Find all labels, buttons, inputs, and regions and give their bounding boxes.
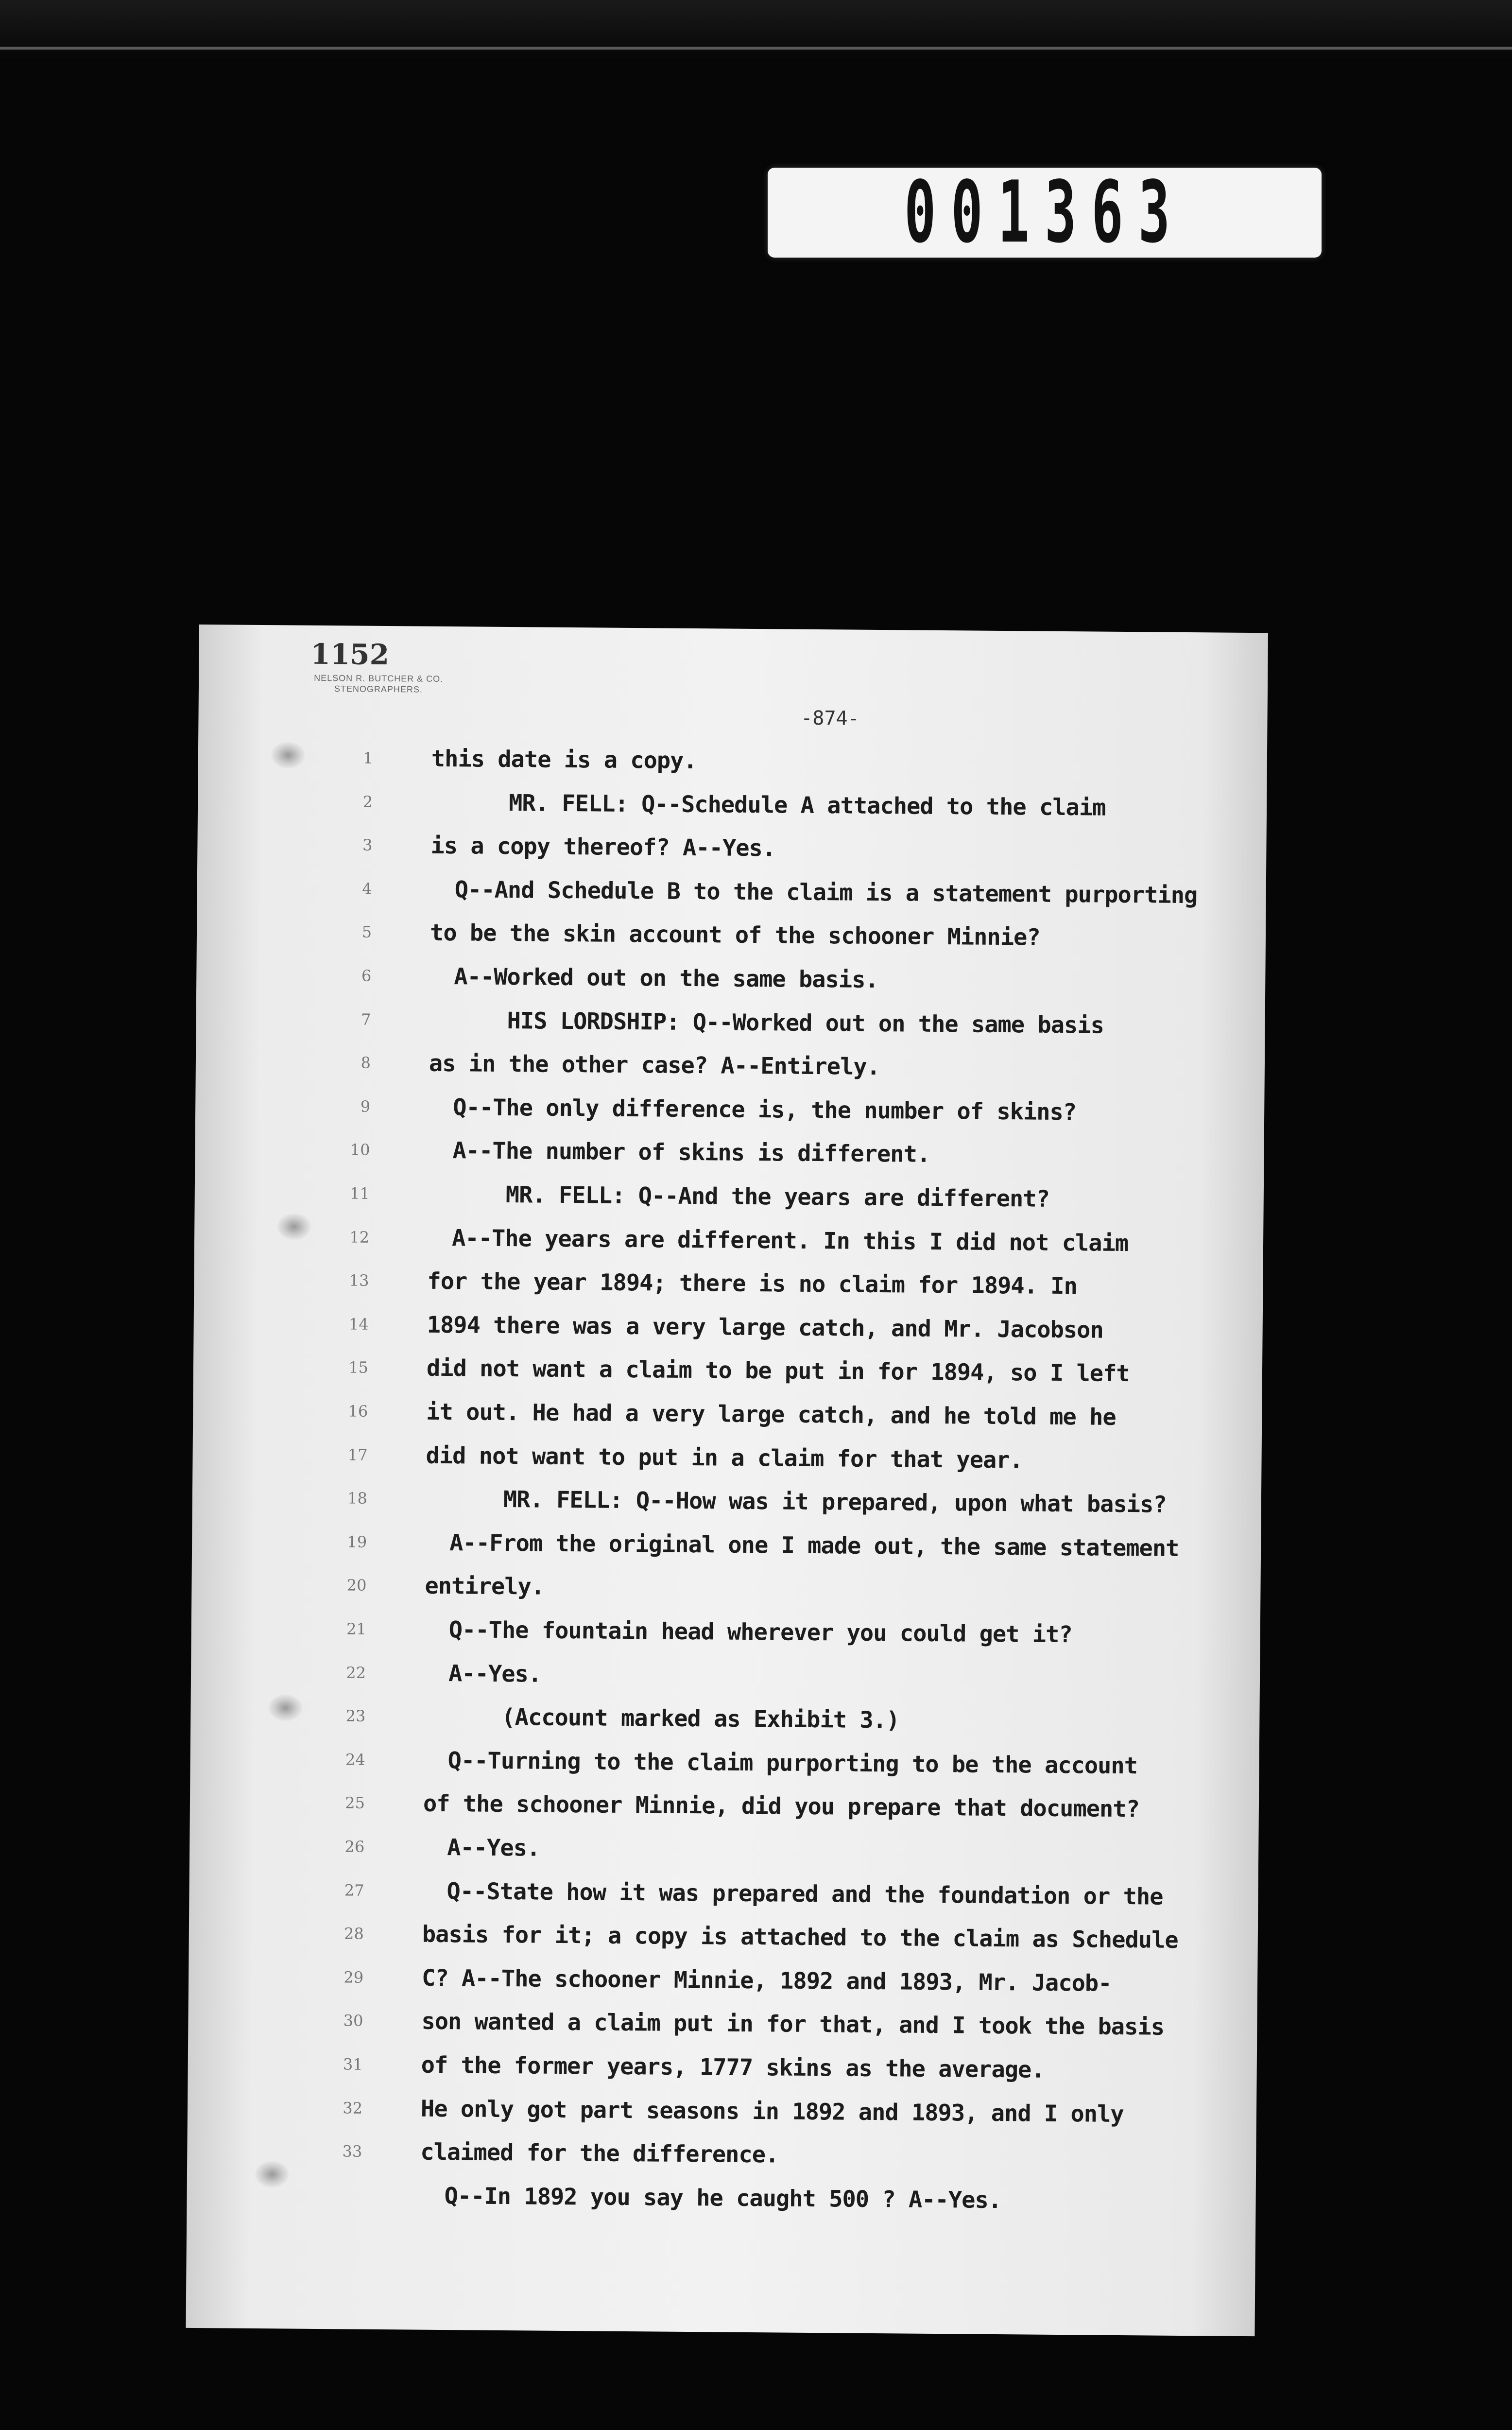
line-number: 32 [343,2099,363,2118]
line-number: 3 [362,835,373,855]
line-number: 18 [347,1489,368,1508]
transcript-line: entirely. [425,1573,545,1601]
line-number: 20 [346,1576,367,1595]
line-number: 28 [344,1924,364,1943]
hole-punch-mark [255,2161,289,2188]
line-number: 19 [347,1532,367,1551]
line-number: 17 [347,1445,368,1464]
transcript-line: Q--The only difference is, the number of skins? [452,1094,1077,1126]
transcript-line: to be the skin account of the schooner Minnie? [430,920,1040,952]
line-number: 11 [349,1184,370,1203]
transcript-line: A--The years are different. In this I did not claim [451,1224,1129,1257]
transcript-line: A--Yes. [448,1660,542,1688]
top-film-border [0,0,1512,58]
transcript-line: Q--Turning to the claim purporting to be the account [447,1747,1138,1780]
line-number: 16 [348,1402,368,1421]
line-number: 33 [342,2142,362,2161]
line-number: 1 [363,748,374,767]
transcript-line: son wanted a claim put in for that, and I took the basis [421,2008,1165,2041]
line-number: 4 [362,879,372,898]
stamp-number: 1152 [310,637,390,672]
stenographer-stamp-line: STENOGRAPHERS. [334,684,423,694]
line-number: 24 [345,1750,365,1769]
transcript-line: Q--And Schedule B to the claim is a statement purporting [454,876,1198,909]
transcript-line: MR. FELL: Q--And the years are different? [505,1181,1050,1213]
transcript-line: Q--The fountain head wherever you could get it? [448,1616,1072,1649]
line-number: 9 [360,1097,371,1116]
transcript-line: HIS LORDSHIP: Q--Worked out on the same basis [507,1007,1104,1039]
hole-punch-mark [271,742,305,769]
transcript-line: this date is a copy. [431,745,697,775]
frame-counter-number: 001363 [904,163,1185,262]
page-number: -874- [801,707,859,730]
line-number: 30 [343,2011,363,2031]
transcript-line: C? A--The schooner Minnie, 1892 and 1893, Mr. Jacob- [421,1964,1112,1997]
transcript-line: MR. FELL: Q--How was it prepared, upon what basis? [503,1486,1167,1518]
line-number: 6 [361,966,372,985]
line-number: 12 [349,1228,370,1247]
hole-punch-mark [277,1213,311,1240]
top-rule-line [0,47,1512,50]
line-number: 26 [344,1837,365,1856]
transcript-line: basis for it; a copy is attached to the claim as Schedule [422,1921,1178,1954]
line-number: 2 [362,792,373,811]
line-number: 15 [348,1358,369,1377]
line-number: 25 [345,1793,365,1813]
transcript-line: A--The number of skins is different. [452,1137,930,1168]
transcript-line: A--Worked out on the same basis. [454,963,878,993]
line-number: 27 [344,1881,364,1900]
transcript-line: for the year 1894; there is no claim for 1894. In [427,1267,1078,1300]
line-number: 5 [361,923,372,942]
transcript-line: A--Yes. [447,1834,540,1862]
line-number: 13 [349,1271,369,1290]
line-number: 7 [361,1010,371,1029]
transcript-line: He only got part seasons in 1892 and 1893, and I only [420,2095,1124,2128]
transcript-line: did not want a claim to be put in for 1894, so I left [426,1355,1130,1388]
transcript-line: as in the other case? A--Entirely. [429,1050,880,1081]
transcript-line: is a copy thereof? A--Yes. [430,832,776,862]
line-number: 21 [346,1619,366,1638]
frame-counter-label [768,163,1322,262]
transcript-line: 1894 there was a very large catch, and Mr. Jacobson [427,1311,1103,1344]
line-number: 14 [348,1315,369,1334]
transcript-line: it out. He had a very large catch, and he told me he [426,1398,1116,1431]
hole-punch-mark [268,1694,302,1721]
line-number: 23 [345,1706,366,1725]
transcript-line: did not want to put in a claim for that year. [426,1442,1023,1474]
transcript-line: of the schooner Minnie, did you prepare that document? [423,1790,1140,1823]
stenographer-stamp-line: NELSON R. BUTCHER & CO. [314,673,444,684]
line-number: 29 [344,1968,364,1987]
transcript-line: A--From the original one I made out, the same statement [449,1529,1179,1562]
line-number: 31 [343,2055,363,2074]
document-page [186,625,1268,2336]
transcript-line: MR. FELL: Q--Schedule A attached to the claim [508,789,1106,821]
transcript-line: of the former years, 1777 skins as the average. [421,2051,1045,2083]
line-number: 8 [361,1053,371,1072]
line-number: 10 [350,1140,370,1160]
transcript-line: Q--In 1892 you say he caught 500 ? A--Yes. [444,2182,1002,2214]
line-number: 22 [346,1663,366,1682]
transcript-line: claimed for the difference. [420,2138,779,2169]
transcript-line: (Account marked as Exhibit 3.) [501,1704,900,1734]
transcript-line: Q--State how it was prepared and the foundation or the [447,1877,1163,1910]
